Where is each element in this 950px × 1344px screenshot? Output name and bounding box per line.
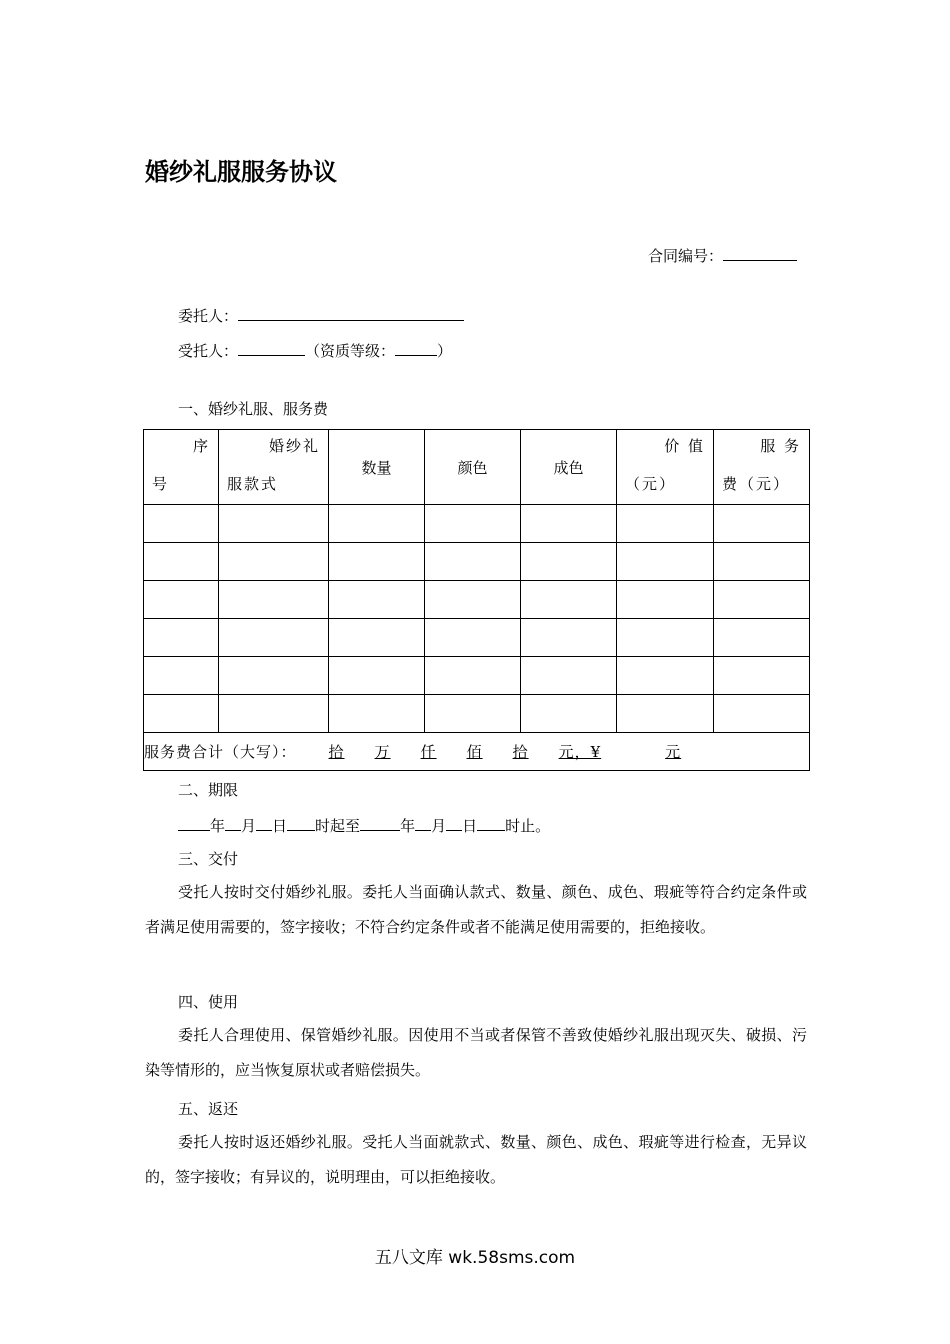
service-fee-table bbox=[143, 429, 810, 771]
section2-heading: 二、期限 bbox=[178, 781, 239, 799]
page-title: 婚纱礼服服务协议 bbox=[145, 158, 337, 186]
section1-heading: 一、婚纱礼服、服务费 bbox=[178, 400, 329, 418]
contract-number-label: 合同编号： bbox=[648, 247, 724, 265]
header-cell-color: 颜色 bbox=[425, 430, 521, 505]
section5-body: 委托人按时返还婚纱礼服。受托人当面就款式、数量、颜色、成色、瑕疵等进行检查，无异议的，签字接收；有异议的，说明理由，可以拒绝接收。 bbox=[145, 1133, 807, 1186]
section4-body: 委托人合理使用、保管婚纱礼服。因使用不当或者保管不善致使婚纱礼服出现灭失、破损、污染等情形的，应当恢复原状或者赔偿损失。 bbox=[145, 1026, 807, 1079]
header-cell-fee: 服 务 费（元） bbox=[714, 430, 810, 505]
section5-heading: 五、返还 bbox=[178, 1100, 239, 1118]
table-header-row bbox=[144, 430, 810, 505]
total-cell bbox=[144, 733, 810, 771]
principal-label: 委托人： bbox=[178, 307, 239, 325]
agent-label: 受托人： bbox=[178, 342, 239, 360]
table-row bbox=[144, 619, 810, 657]
header-cell-value: 价 值 （元） bbox=[617, 430, 714, 505]
section4-heading: 四、使用 bbox=[178, 993, 239, 1011]
principal-blank bbox=[238, 305, 464, 321]
principal-line bbox=[178, 305, 464, 326]
qualification-close: ） bbox=[437, 342, 453, 360]
agent-line bbox=[178, 340, 452, 361]
qualification-blank bbox=[395, 340, 437, 356]
header-cell-index: 序 号 bbox=[144, 430, 219, 505]
footer-watermark: 五八文库 wk.58sms.com bbox=[374, 1248, 576, 1268]
table-row bbox=[144, 581, 810, 619]
contract-number-blank bbox=[723, 245, 797, 261]
table-row bbox=[144, 505, 810, 543]
qualification-open: （资质等级： bbox=[305, 342, 396, 360]
term-line: 年 月 日 时起至 年 月 日 时止。 bbox=[178, 815, 550, 836]
total-label: 服务费合计（大写）： bbox=[144, 743, 297, 761]
section3-body: 受托人按时交付婚纱礼服。委托人当面确认款式、数量、颜色、成色、瑕疵等符合约定条件或者满足使用需要的，签字接收；不符合约定条件或者不能满足使用需要的，拒绝接收。 bbox=[145, 883, 807, 936]
table-row bbox=[144, 695, 810, 733]
table-row bbox=[144, 657, 810, 695]
header-cell-quantity: 数量 bbox=[329, 430, 425, 505]
section3-heading: 三、交付 bbox=[178, 850, 239, 868]
contract-number bbox=[648, 245, 797, 266]
header-cell-condition: 成色 bbox=[521, 430, 617, 505]
agent-blank bbox=[238, 340, 305, 356]
total-amount-blanks: 拾 万 仟 佰 拾 元，¥ 元 bbox=[328, 743, 682, 761]
header-cell-style: 婚纱礼 服款式 bbox=[219, 430, 329, 505]
table-row bbox=[144, 543, 810, 581]
table-total-row bbox=[144, 733, 810, 771]
